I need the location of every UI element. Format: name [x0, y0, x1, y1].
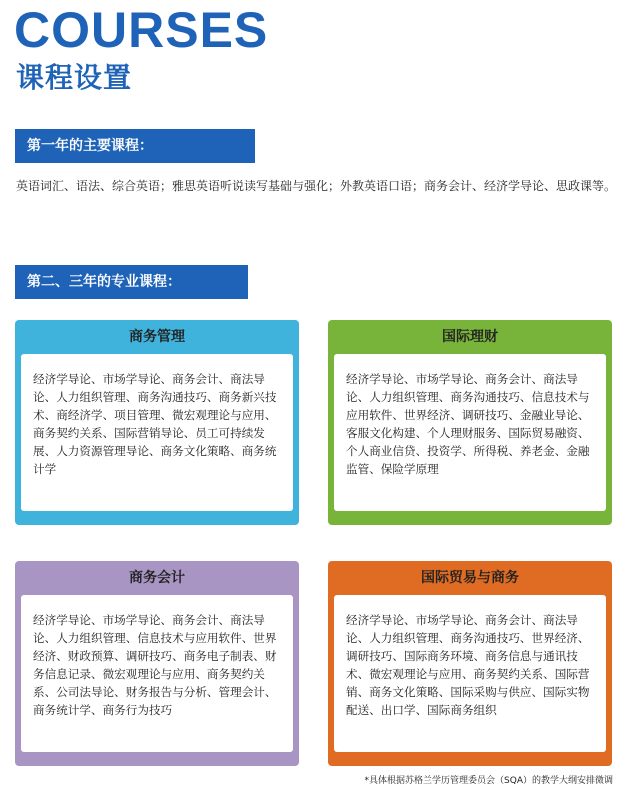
card-title: 国际贸易与商务	[421, 570, 519, 586]
page-title-en: COURSES	[14, 2, 269, 58]
card-international-trade	[328, 561, 612, 766]
page-title-zh: 课程设置	[16, 61, 133, 94]
year1-courses-text: 英语词汇、语法、综合英语；雅思英语听说读写基础与强化；外教英语口语；商务会计、经济学导论、思政课等。	[16, 179, 617, 193]
card-title: 商务会计	[129, 570, 185, 586]
card-body: 经济学导论、市场学导论、商务会计、商法导论、人力组织管理、商务沟通技巧、世界经济、调研技巧、国际商务环境、商务信息与通讯技术、微宏观理论与应用、商务契约关系、国际营销、商务文化策略、国际采购与供应、国际实物配送、出口学、国际商务组织	[334, 595, 606, 752]
card-business-management	[15, 320, 299, 525]
card-body: 经济学导论、市场学导论、商务会计、商法导论、人力组织管理、商务沟通技巧、商务新兴技术、商经济学、项目管理、微宏观理论与应用、商务契约关系、国际营销导论、员工可持续发展、人力资源管理导论、商务文化策略、商务统计学	[21, 354, 293, 511]
year23-heading: 第二、三年的专业课程：	[15, 265, 248, 299]
card-international-finance	[328, 320, 612, 525]
card-title: 商务管理	[129, 329, 185, 345]
card-business-accounting	[15, 561, 299, 766]
year1-heading: 第一年的主要课程：	[15, 129, 255, 163]
card-body: 经济学导论、市场学导论、商务会计、商法导论、人力组织管理、商务沟通技巧、信息技术与应用软件、世界经济、调研技巧、金融业导论、客服文化构建、个人理财服务、国际贸易融资、个人商业信贷、投资学、所得税、养老金、金融监管、保险学原理	[334, 354, 606, 511]
card-body: 经济学导论、市场学导论、商务会计、商法导论、人力组织管理、信息技术与应用软件、世界经济、财政预算、调研技巧、商务电子制表、财务信息记录、微宏观理论与应用、商务契约关系、公司法导论、财务报告与分析、管理会计、商务统计学、商务行为技巧	[21, 595, 293, 752]
footnote: *具体根据苏格兰学历管理委员会（SQA）的教学大纲安排微调	[364, 776, 613, 786]
card-title: 国际理财	[442, 329, 498, 345]
